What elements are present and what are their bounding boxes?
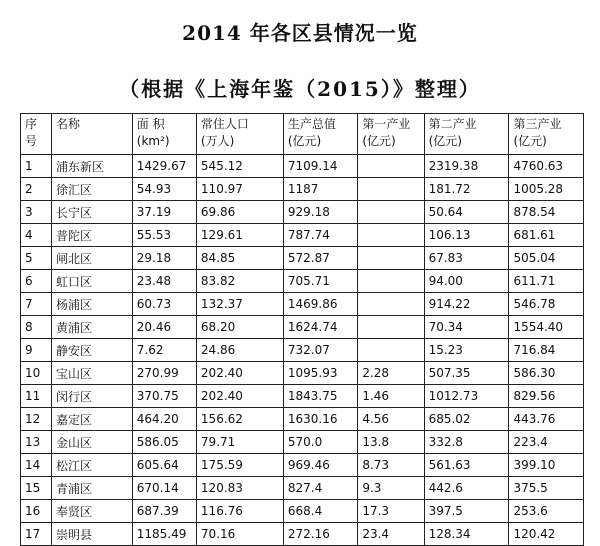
cell-secondary: 2319.38 <box>424 155 509 178</box>
header-gdp-line: 生产总值 <box>287 117 336 131</box>
cell-primary: 13.8 <box>358 431 424 454</box>
table-row <box>21 178 584 201</box>
header-primary-line: (亿元) <box>362 134 396 148</box>
cell-secondary: 507.35 <box>424 362 509 385</box>
cell-area: 55.53 <box>132 224 196 247</box>
cell-index: 9 <box>21 339 52 362</box>
cell-population: 202.40 <box>196 362 283 385</box>
cell-tertiary: 223.4 <box>509 431 584 454</box>
cell-primary <box>358 178 424 201</box>
cell-tertiary: 546.78 <box>509 293 584 316</box>
cell-secondary: 561.63 <box>424 454 509 477</box>
table-row <box>21 155 584 178</box>
cell-gdp: 787.74 <box>283 224 358 247</box>
table-row <box>21 316 584 339</box>
table-row <box>21 270 584 293</box>
cell-name: 宝山区 <box>52 362 133 385</box>
cell-tertiary: 253.6 <box>509 500 584 523</box>
cell-population: 116.76 <box>196 500 283 523</box>
header-primary <box>358 114 424 155</box>
header-population <box>196 114 283 155</box>
cell-population: 110.97 <box>196 178 283 201</box>
header-index-line: 号 <box>25 134 38 148</box>
cell-population: 84.85 <box>196 247 283 270</box>
cell-area: 54.93 <box>132 178 196 201</box>
cell-index: 12 <box>21 408 52 431</box>
header-gdp <box>283 114 358 155</box>
cell-area: 464.20 <box>132 408 196 431</box>
cell-population: 545.12 <box>196 155 283 178</box>
table-row <box>21 500 584 523</box>
table-row <box>21 293 584 316</box>
cell-gdp: 827.4 <box>283 477 358 500</box>
cell-index: 10 <box>21 362 52 385</box>
header-index <box>21 114 52 155</box>
cell-name: 浦东新区 <box>52 155 133 178</box>
cell-secondary: 67.83 <box>424 247 509 270</box>
cell-population: 129.61 <box>196 224 283 247</box>
cell-area: 586.05 <box>132 431 196 454</box>
header-tertiary <box>509 114 584 155</box>
cell-name: 青浦区 <box>52 477 133 500</box>
cell-index: 13 <box>21 431 52 454</box>
header-area-line: 面 积 <box>136 117 165 131</box>
document-subtitle: （根据《上海年鉴（2015）》整理） <box>119 77 481 101</box>
cell-index: 8 <box>21 316 52 339</box>
district-table <box>20 113 584 546</box>
cell-secondary: 397.5 <box>424 500 509 523</box>
cell-secondary: 181.72 <box>424 178 509 201</box>
cell-name: 松江区 <box>52 454 133 477</box>
cell-gdp: 570.0 <box>283 431 358 454</box>
cell-index: 11 <box>21 385 52 408</box>
cell-tertiary: 4760.63 <box>509 155 584 178</box>
header-index-line: 序 <box>25 117 38 131</box>
cell-area: 29.18 <box>132 247 196 270</box>
cell-gdp: 929.18 <box>283 201 358 224</box>
cell-gdp: 1095.93 <box>283 362 358 385</box>
cell-index: 4 <box>21 224 52 247</box>
cell-gdp: 7109.14 <box>283 155 358 178</box>
cell-gdp: 1843.75 <box>283 385 358 408</box>
cell-primary: 23.4 <box>358 523 424 546</box>
header-gdp-line: (亿元) <box>287 134 322 148</box>
cell-index: 6 <box>21 270 52 293</box>
cell-index: 2 <box>21 178 52 201</box>
cell-name: 崇明县 <box>52 523 133 546</box>
cell-tertiary: 716.84 <box>509 339 584 362</box>
cell-secondary: 50.64 <box>424 201 509 224</box>
cell-primary: 1.46 <box>358 385 424 408</box>
cell-secondary: 106.13 <box>424 224 509 247</box>
cell-population: 68.20 <box>196 316 283 339</box>
cell-secondary: 15.23 <box>424 339 509 362</box>
table-row <box>21 362 584 385</box>
header-area-line: (km²) <box>136 134 170 148</box>
cell-population: 83.82 <box>196 270 283 293</box>
cell-gdp: 1187 <box>283 178 358 201</box>
cell-area: 370.75 <box>132 385 196 408</box>
table-body <box>21 155 584 546</box>
cell-name: 奉贤区 <box>52 500 133 523</box>
cell-area: 60.73 <box>132 293 196 316</box>
cell-primary: 8.73 <box>358 454 424 477</box>
header-tertiary-line: (亿元) <box>513 134 547 148</box>
header-area <box>132 114 196 155</box>
header-population-line: (万人) <box>200 134 235 148</box>
cell-name: 闸北区 <box>52 247 133 270</box>
cell-gdp: 272.16 <box>283 523 358 546</box>
cell-gdp: 668.4 <box>283 500 358 523</box>
cell-tertiary: 681.61 <box>509 224 584 247</box>
cell-index: 15 <box>21 477 52 500</box>
table-row <box>21 201 584 224</box>
cell-name: 闵行区 <box>52 385 133 408</box>
cell-primary: 4.56 <box>358 408 424 431</box>
cell-tertiary: 443.76 <box>509 408 584 431</box>
table-header <box>21 114 584 155</box>
cell-name: 徐汇区 <box>52 178 133 201</box>
cell-gdp: 705.71 <box>283 270 358 293</box>
cell-primary <box>358 201 424 224</box>
cell-gdp: 1630.16 <box>283 408 358 431</box>
cell-tertiary: 611.71 <box>509 270 584 293</box>
cell-tertiary: 505.04 <box>509 247 584 270</box>
cell-area: 1429.67 <box>132 155 196 178</box>
header-tertiary-line: 第三产业 <box>513 117 562 131</box>
cell-primary: 17.3 <box>358 500 424 523</box>
table-row <box>21 477 584 500</box>
cell-name: 静安区 <box>52 339 133 362</box>
cell-gdp: 1624.74 <box>283 316 358 339</box>
cell-area: 687.39 <box>132 500 196 523</box>
cell-gdp: 1469.86 <box>283 293 358 316</box>
table-row <box>21 224 584 247</box>
cell-primary: 2.28 <box>358 362 424 385</box>
cell-primary <box>358 316 424 339</box>
cell-area: 7.62 <box>132 339 196 362</box>
table-row <box>21 339 584 362</box>
cell-secondary: 685.02 <box>424 408 509 431</box>
cell-population: 202.40 <box>196 385 283 408</box>
cell-area: 670.14 <box>132 477 196 500</box>
cell-name: 金山区 <box>52 431 133 454</box>
cell-population: 69.86 <box>196 201 283 224</box>
header-population-line: 常住人口 <box>200 117 249 131</box>
cell-population: 156.62 <box>196 408 283 431</box>
header-secondary <box>424 114 509 155</box>
cell-population: 175.59 <box>196 454 283 477</box>
cell-primary <box>358 155 424 178</box>
cell-secondary: 332.8 <box>424 431 509 454</box>
table-row <box>21 408 584 431</box>
cell-secondary: 70.34 <box>424 316 509 339</box>
cell-name: 杨浦区 <box>52 293 133 316</box>
table-row <box>21 431 584 454</box>
cell-tertiary: 829.56 <box>509 385 584 408</box>
table-row <box>21 523 584 546</box>
cell-tertiary: 375.5 <box>509 477 584 500</box>
cell-index: 16 <box>21 500 52 523</box>
cell-name: 长宁区 <box>52 201 133 224</box>
cell-index: 14 <box>21 454 52 477</box>
header-name <box>52 114 133 155</box>
cell-primary <box>358 339 424 362</box>
cell-index: 3 <box>21 201 52 224</box>
cell-population: 24.86 <box>196 339 283 362</box>
cell-name: 嘉定区 <box>52 408 133 431</box>
cell-secondary: 442.6 <box>424 477 509 500</box>
cell-tertiary: 586.30 <box>509 362 584 385</box>
cell-name: 普陀区 <box>52 224 133 247</box>
table-row <box>21 385 584 408</box>
cell-population: 120.83 <box>196 477 283 500</box>
cell-index: 1 <box>21 155 52 178</box>
cell-secondary: 914.22 <box>424 293 509 316</box>
cell-primary <box>358 293 424 316</box>
cell-tertiary: 399.10 <box>509 454 584 477</box>
cell-area: 605.64 <box>132 454 196 477</box>
cell-tertiary: 1005.28 <box>509 178 584 201</box>
cell-population: 132.37 <box>196 293 283 316</box>
cell-area: 23.48 <box>132 270 196 293</box>
cell-gdp: 969.46 <box>283 454 358 477</box>
cell-primary <box>358 247 424 270</box>
cell-primary <box>358 224 424 247</box>
cell-primary <box>358 270 424 293</box>
cell-tertiary: 878.54 <box>509 201 584 224</box>
cell-area: 20.46 <box>132 316 196 339</box>
cell-population: 79.71 <box>196 431 283 454</box>
cell-tertiary: 120.42 <box>509 523 584 546</box>
cell-gdp: 572.87 <box>283 247 358 270</box>
cell-tertiary: 1554.40 <box>509 316 584 339</box>
header-row <box>21 114 584 155</box>
header-secondary-line: (亿元) <box>428 134 462 148</box>
cell-secondary: 94.00 <box>424 270 509 293</box>
table-row <box>21 454 584 477</box>
cell-secondary: 1012.73 <box>424 385 509 408</box>
cell-secondary: 128.34 <box>424 523 509 546</box>
cell-name: 黄浦区 <box>52 316 133 339</box>
header-primary-line: 第一产业 <box>362 117 411 131</box>
cell-primary: 9.3 <box>358 477 424 500</box>
document-title: 2014 年各区县情况一览 <box>182 21 418 45</box>
cell-index: 17 <box>21 523 52 546</box>
cell-area: 270.99 <box>132 362 196 385</box>
table-row <box>21 247 584 270</box>
cell-population: 70.16 <box>196 523 283 546</box>
header-secondary-line: 第二产业 <box>428 117 477 131</box>
header-name-line: 名称 <box>56 117 81 131</box>
cell-index: 7 <box>21 293 52 316</box>
cell-area: 1185.49 <box>132 523 196 546</box>
cell-name: 虹口区 <box>52 270 133 293</box>
cell-area: 37.19 <box>132 201 196 224</box>
cell-index: 5 <box>21 247 52 270</box>
cell-gdp: 732.07 <box>283 339 358 362</box>
